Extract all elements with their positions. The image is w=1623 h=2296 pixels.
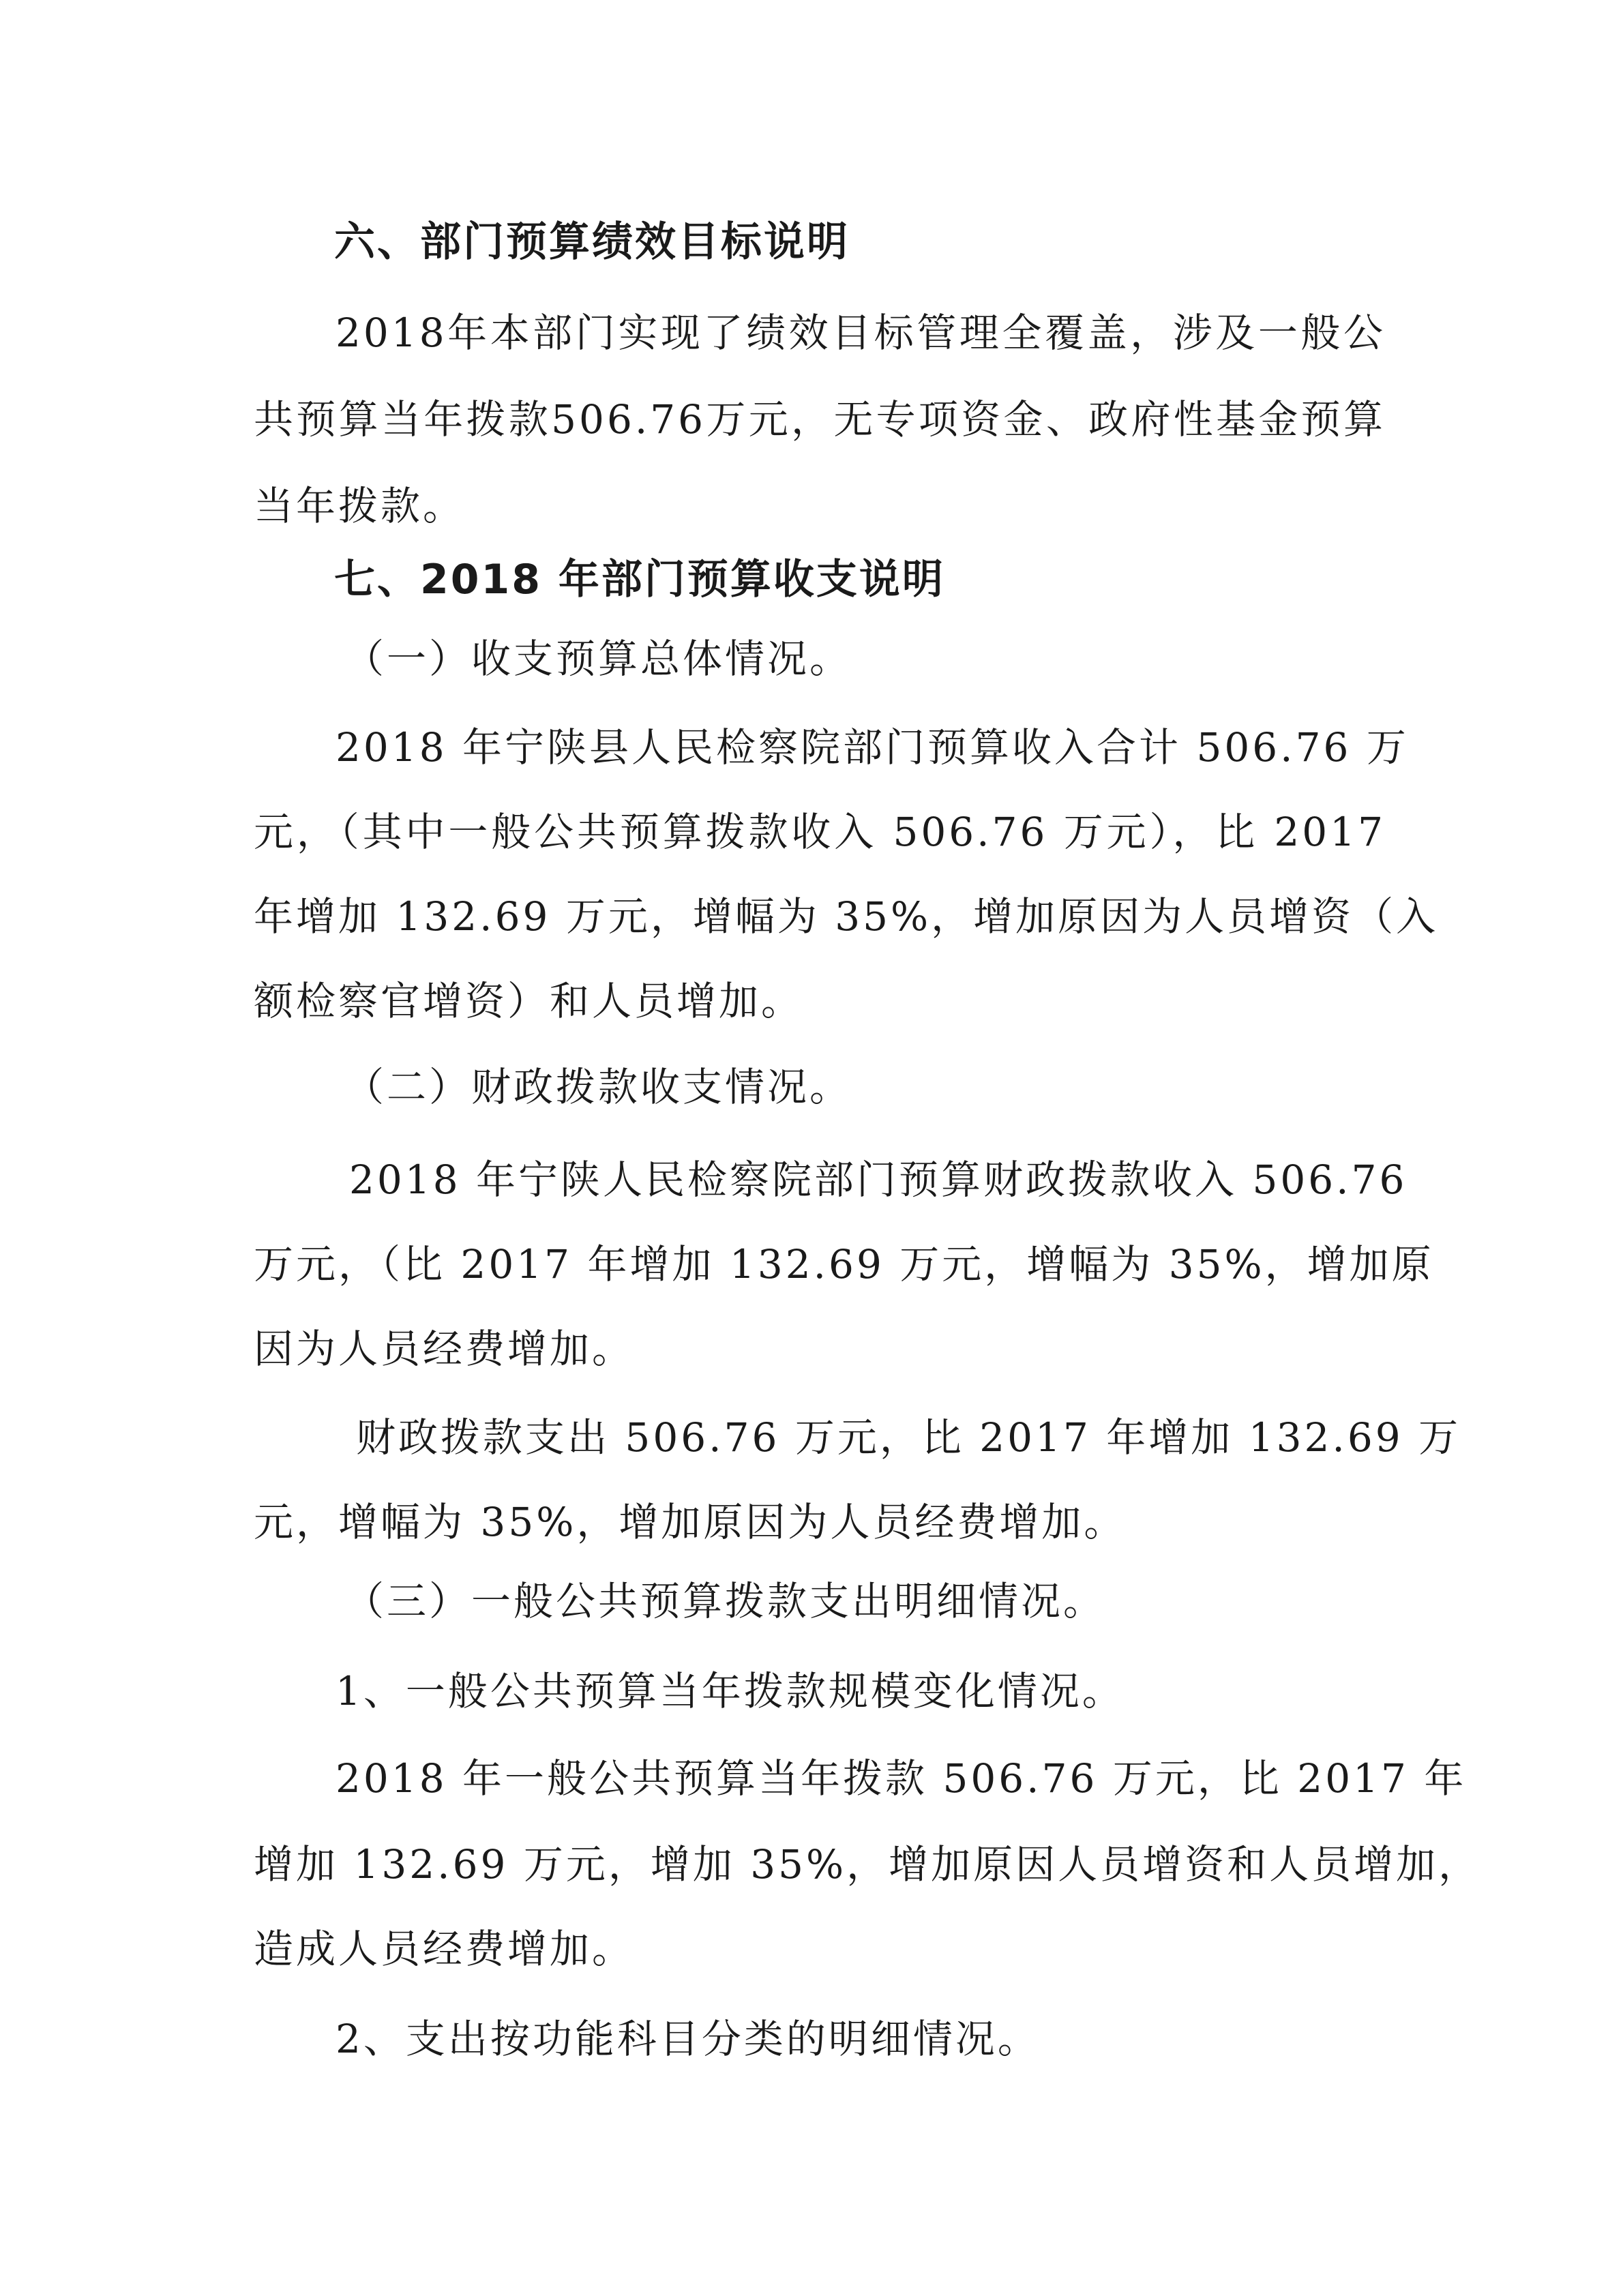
- subsection-heading: 2、支出按功能科目分类的明细情况。: [336, 2016, 1040, 2062]
- subsection-heading: 1、一般公共预算当年拨款规模变化情况。: [336, 1668, 1125, 1714]
- paragraph-line: 万元，（比 2017 年增加 132.69 万元，增幅为 35%，增加原: [254, 1241, 1434, 1287]
- subsection-heading: （三）一般公共预算拨款支出明细情况。: [344, 1578, 1106, 1624]
- paragraph-line: 年增加 132.69 万元，增幅为 35%，增加原因为人员增资（入: [254, 893, 1439, 940]
- paragraph-line: 因为人员经费增加。: [254, 1326, 635, 1372]
- paragraph-line: 额检察官增资）和人员增加。: [254, 978, 804, 1024]
- paragraph-line: 2018年本部门实现了绩效目标管理全覆盖，涉及一般公: [336, 310, 1386, 356]
- paragraph-line: 2018 年宁陕县人民检察院部门预算收入合计 506.76 万: [336, 724, 1409, 771]
- subsection-heading: （二）财政拨款收支情况。: [344, 1064, 852, 1110]
- paragraph-line: 当年拨款。: [254, 483, 466, 529]
- subsection-heading: （一）收支预算总体情况。: [344, 636, 852, 682]
- paragraph-line: 2018 年宁陕人民检察院部门预算财政拨款收入 506.76: [349, 1157, 1408, 1203]
- paragraph-line: 共预算当年拨款506.76万元，无专项资金、政府性基金预算: [254, 396, 1386, 443]
- paragraph-line: 2018 年一般公共预算当年拨款 506.76 万元，比 2017 年: [336, 1755, 1467, 1802]
- paragraph-line: 元，增幅为 35%，增加原因为人员经费增加。: [254, 1499, 1127, 1545]
- paragraph-line: 造成人员经费增加。: [254, 1926, 635, 1972]
- paragraph-line: 增加 132.69 万元，增加 35%，增加原因人员增资和人员增加，: [254, 1841, 1481, 1888]
- section-heading: 六、部门预算绩效目标说明: [334, 218, 850, 266]
- paragraph-line: 财政拨款支出 506.76 万元，比 2017 年增加 132.69 万: [356, 1414, 1461, 1461]
- paragraph-line: 元，（其中一般公共预算拨款收入 506.76 万元），比 2017: [254, 809, 1386, 855]
- section-heading: 七、2018 年部门预算收支说明: [334, 556, 945, 603]
